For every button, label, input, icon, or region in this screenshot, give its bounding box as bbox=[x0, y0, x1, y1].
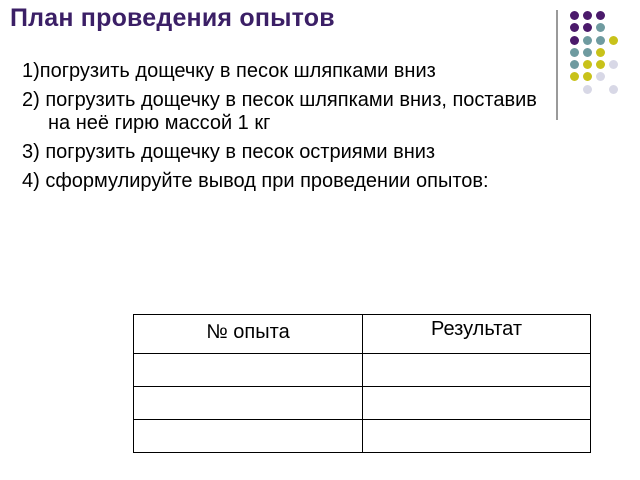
decor-dot bbox=[596, 23, 605, 32]
table-cell[interactable] bbox=[363, 354, 591, 387]
decor-dot bbox=[583, 72, 592, 81]
table-cell[interactable] bbox=[363, 420, 591, 453]
decor-dot bbox=[570, 36, 579, 45]
decor-dot bbox=[596, 72, 605, 81]
decor-dot bbox=[570, 48, 579, 57]
decor-dot bbox=[570, 11, 579, 20]
list-item: 1)погрузить дощечку в песок шляпками вниз bbox=[22, 60, 436, 82]
decor-dot bbox=[570, 23, 579, 32]
decor-dot bbox=[583, 36, 592, 45]
results-table bbox=[133, 314, 591, 453]
header-experiment-number: № опыта bbox=[134, 315, 363, 354]
table-cell[interactable] bbox=[134, 387, 363, 420]
table-row bbox=[134, 420, 591, 453]
table-cell[interactable] bbox=[134, 420, 363, 453]
table-header-row bbox=[134, 315, 591, 354]
experiment-plan-list bbox=[22, 60, 562, 199]
decor-dot bbox=[596, 48, 605, 57]
header-result: Результат bbox=[363, 315, 591, 354]
table-row bbox=[134, 387, 591, 420]
decor-dot bbox=[609, 36, 618, 45]
list-item: 3) погрузить дощечку в песок остриями вниз bbox=[22, 141, 436, 163]
decor-dot bbox=[583, 85, 592, 94]
decor-dot bbox=[583, 11, 592, 20]
decor-dot bbox=[583, 60, 592, 69]
decor-dot bbox=[570, 60, 579, 69]
decor-dot bbox=[570, 72, 579, 81]
decor-dot bbox=[596, 60, 605, 69]
list-item: 2) погрузить дощечку в песок шляпками вниз, поставив на неё гирю массой 1 кг bbox=[22, 89, 537, 134]
table-cell[interactable] bbox=[134, 354, 363, 387]
list-item: 4) сформулируйте вывод при проведении опытов: bbox=[22, 170, 489, 192]
table-row bbox=[134, 354, 591, 387]
slide-title: План проведения опытов bbox=[10, 4, 335, 32]
decor-dot bbox=[609, 85, 618, 94]
decor-dot bbox=[583, 48, 592, 57]
decor-dot bbox=[583, 23, 592, 32]
decor-dot bbox=[596, 11, 605, 20]
decor-dot bbox=[609, 60, 618, 69]
table-cell[interactable] bbox=[363, 387, 591, 420]
decor-dot bbox=[596, 36, 605, 45]
